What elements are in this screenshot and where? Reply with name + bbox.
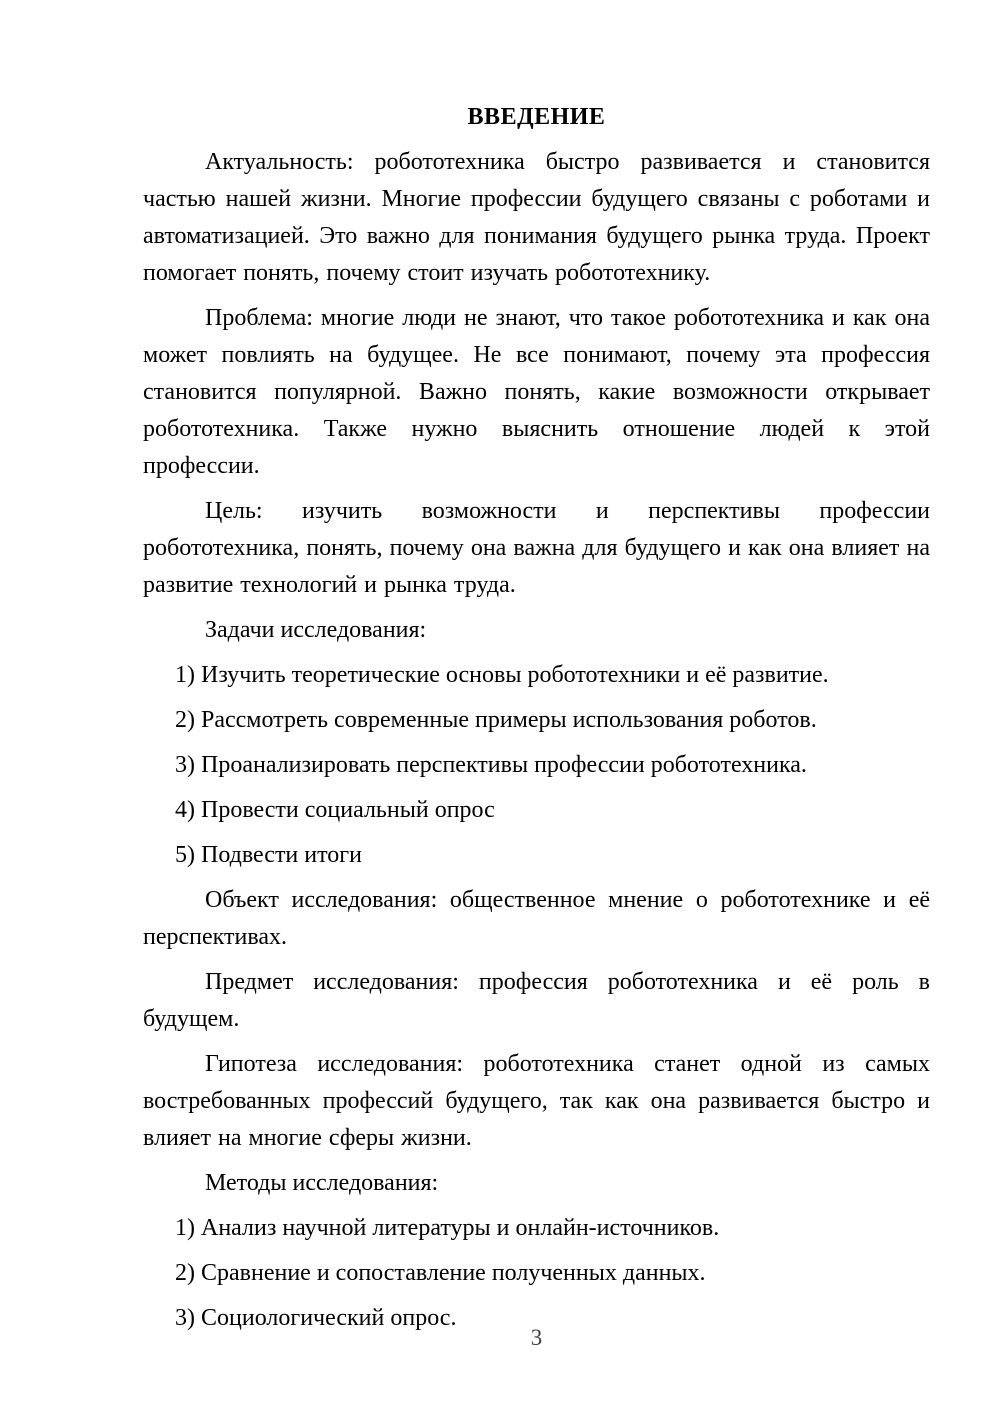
paragraph-hypothesis: Гипотеза исследования: робототехника станет одной из самых востребованных профессий будущего, так как она развивается быстро и влияет на многие сферы жизни. <box>143 1051 930 1151</box>
task-item-1: 1) Изучить теоретические основы робототехники и её развитие. <box>175 662 829 688</box>
paragraph-problem: Проблема: многие люди не знают, что такое робототехника и как она может повлиять на будущее. Не все понимают, почему эта профессия становится популярной. Важно понять, какие возможности открывает робототехника. Также нужно выяснить отношение людей к этой профессии. <box>143 305 930 479</box>
tasks-heading: Задачи исследования: <box>205 617 427 643</box>
page-title: ВВЕДЕНИЕ <box>467 104 606 130</box>
task-item-5: 5) Подвести итоги <box>175 842 362 868</box>
page-number: 3 <box>530 1325 543 1350</box>
task-item-3: 3) Проанализировать перспективы профессии робототехника. <box>175 752 807 778</box>
paragraph-goal: Цель: изучить возможности и перспективы профессии робототехника, понять, почему она важна для будущего и как она влияет на развитие технологий и рынка труда. <box>143 498 930 598</box>
paragraph-object: Объект исследования: общественное мнение о робототехнике и её перспективах. <box>143 887 930 950</box>
method-item-1: 1) Анализ научной литературы и онлайн-источников. <box>175 1215 720 1241</box>
method-item-2: 2) Сравнение и сопоставление полученных данных. <box>175 1260 706 1286</box>
task-item-2: 2) Рассмотреть современные примеры использования роботов. <box>175 707 817 733</box>
method-item-3: 3) Социологический опрос. <box>175 1305 457 1331</box>
task-item-4: 4) Провести социальный опрос <box>175 797 495 823</box>
paragraph-relevance: Актуальность: робототехника быстро развивается и становится частью нашей жизни. Многие профессии будущего связаны с роботами и автоматизацией. Это важно для понимания будущего рынка труда. Проект помогает понять, почему стоит изучать робототехнику. <box>143 149 930 286</box>
methods-heading: Методы исследования: <box>205 1170 439 1196</box>
paragraph-subject: Предмет исследования: профессия робототехника и её роль в будущем. <box>143 969 930 1032</box>
